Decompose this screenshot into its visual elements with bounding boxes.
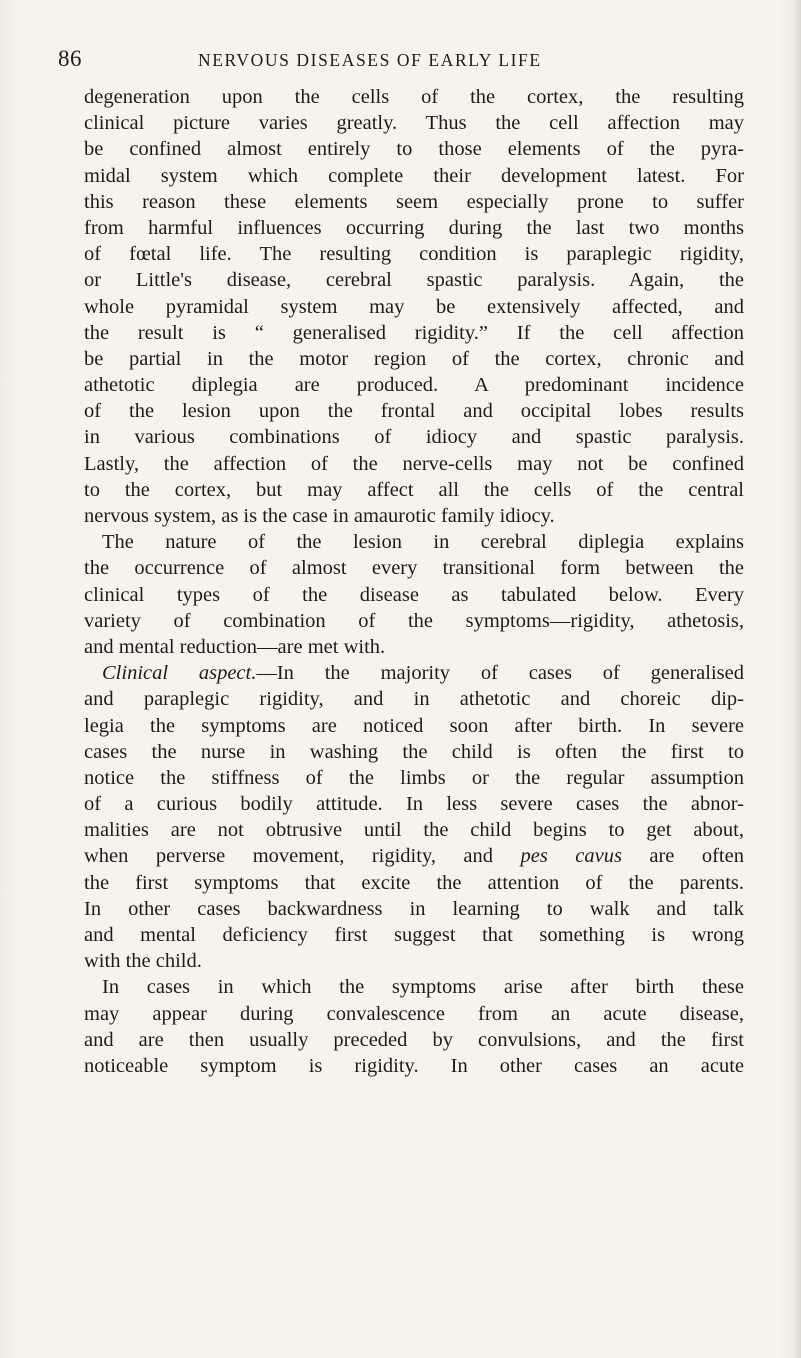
text-line: from harmful influences occurring during the last two months <box>84 216 744 239</box>
page-number: 86 <box>58 46 82 71</box>
italic-term: pes cavus <box>520 845 622 868</box>
text-line: midal system which complete their development latest. For <box>84 164 744 187</box>
text-line: to the cortex, but may affect all the cells of the central <box>84 478 744 501</box>
text-line: of a curious bodily attitude. In less severe cases the abnor- <box>84 793 744 816</box>
text-fragment: when perverse movement, rigidity, and <box>84 845 521 868</box>
text-line: the first symptoms that excite the attention of the parents. <box>84 871 744 894</box>
text-line <box>84 843 744 869</box>
text-fragment: —In the majority of cases of generalised <box>256 662 744 685</box>
text-line: in various combinations of idiocy and spastic paralysis. <box>84 426 744 449</box>
text-line: this reason these elements seem especially prone to suffer <box>84 190 744 213</box>
text-line: whole pyramidal system may be extensively affected, and <box>84 295 744 318</box>
text-line: and are then usually preceded by convulsions, and the first <box>84 1028 744 1051</box>
text-line: malities are not obtrusive until the child begins to get about, <box>84 819 744 842</box>
text-line: and paraplegic rigidity, and in athetotic and choreic dip- <box>84 688 744 711</box>
text-line: of the lesion upon the frontal and occipital lobes results <box>84 400 744 423</box>
text-line: noticeable symptom is rigidity. In other cases an acute <box>84 1054 744 1077</box>
text-line: of fœtal life. The resulting condition is paraplegic rigidity, <box>84 243 744 266</box>
text-line: clinical picture varies greatly. Thus the cell affection may <box>84 112 744 135</box>
text-line: degeneration upon the cells of the cortex, the resulting <box>84 86 744 108</box>
text-line: variety of combination of the symptoms—rigidity, athetosis, <box>84 609 744 632</box>
text-line: legia the symptoms are noticed soon after birth. In severe <box>84 714 744 737</box>
text-line: athetotic diplegia are produced. A predominant incidence <box>84 374 744 397</box>
text-line: notice the stiffness of the limbs or the regular assumption <box>84 766 744 789</box>
text-line: be partial in the motor region of the cortex, chronic and <box>84 347 744 370</box>
text-line: nervous system, as is the case in amaurotic family idiocy. <box>84 505 555 527</box>
text-line: cases the nurse in washing the child is often the first to <box>84 740 744 763</box>
section-heading: Clinical aspect. <box>102 662 257 685</box>
text-line: The nature of the lesion in cerebral diplegia explains <box>102 531 744 554</box>
text-line <box>84 660 744 686</box>
page-header <box>58 46 758 76</box>
text-line: may appear during convalescence from an acute disease, <box>84 1002 744 1025</box>
text-line: Lastly, the affection of the nerve-cells may not be confined <box>84 452 744 475</box>
text-line: and mental deficiency first suggest that something is wrong <box>84 924 744 946</box>
text-line: In cases in which the symptoms arise after birth these <box>102 976 744 999</box>
text-line: be confined almost entirely to those elements of the pyra- <box>84 138 744 161</box>
text-line: or Little's disease, cerebral spastic paralysis. Again, the <box>84 269 744 292</box>
text-line: with the child. <box>84 950 202 973</box>
body-text <box>84 84 744 1079</box>
page-edge-shadow <box>793 0 801 1358</box>
text-line: the result is “ generalised rigidity.” If the cell affection <box>84 321 744 344</box>
text-line: and mental reduction—are met with. <box>84 635 386 658</box>
text-line: clinical types of the disease as tabulated below. Every <box>84 583 744 606</box>
text-line: In other cases backwardness in learning to walk and talk <box>84 897 744 920</box>
text-line: the occurrence of almost every transitional form between the <box>84 557 744 580</box>
text-fragment: are often <box>621 845 744 868</box>
running-head: NERVOUS DISEASES OF EARLY LIFE <box>198 50 542 70</box>
